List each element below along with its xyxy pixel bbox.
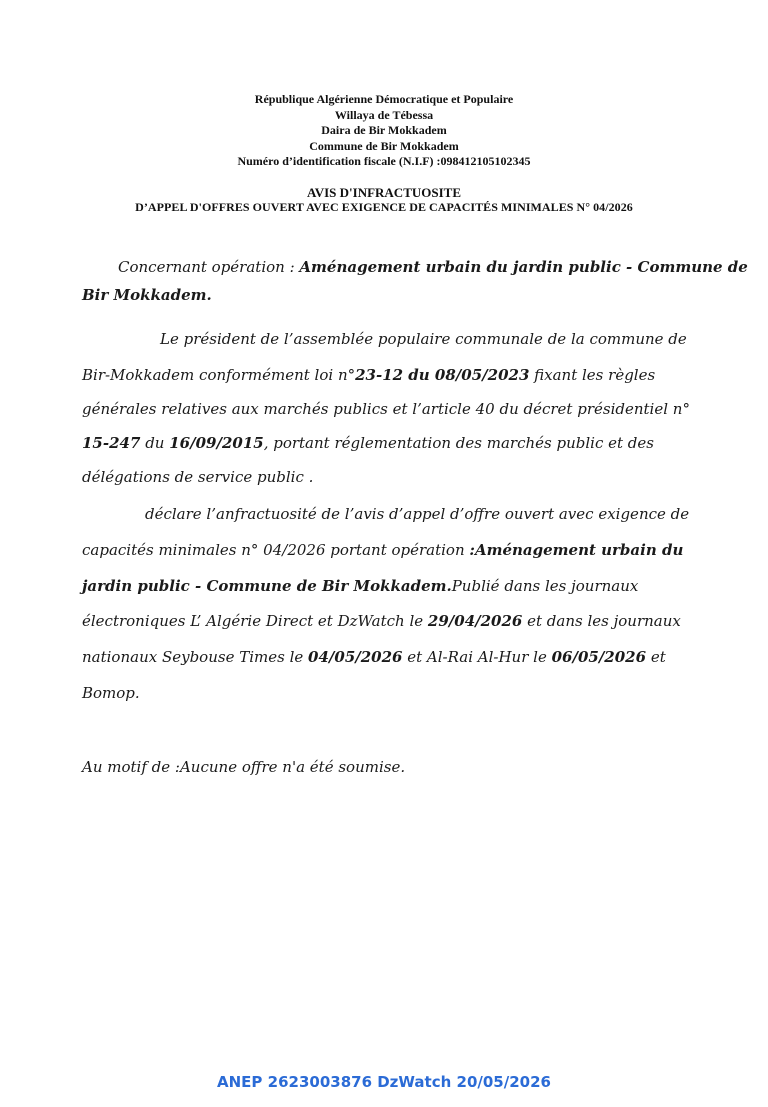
body-text: fixant les règles bbox=[529, 366, 656, 384]
body-line-5: délégations de service public . bbox=[82, 468, 314, 486]
header-wilaya: Willaya de Tébessa bbox=[334, 107, 434, 122]
publication-date: 29/04/2026 bbox=[427, 612, 523, 630]
body-line-9 bbox=[82, 612, 681, 630]
footer-reference: ANEP 2623003876 DzWatch 20/05/2026 bbox=[217, 1073, 551, 1091]
concern-line-2 bbox=[82, 286, 212, 304]
body-line-1: Le président de l’assemblée populaire communale de la commune de bbox=[160, 330, 687, 348]
motif-label: Au motif de bbox=[82, 758, 175, 776]
concern-value-cont: Bir Mokkadem. bbox=[82, 286, 212, 304]
body-text: , portant réglementation des marchés public et des bbox=[263, 434, 654, 452]
body-text: Bir-Mokkadem conformément loi n° bbox=[82, 366, 356, 384]
body-text: nationaux Seybouse Times le bbox=[82, 648, 309, 666]
body-text: et dans les journaux bbox=[522, 612, 681, 630]
law-reference: 23-12 du 08/05/2023 bbox=[355, 366, 530, 384]
operation-name: :Aménagement urbain du bbox=[469, 541, 684, 559]
body-line-3: générales relatives aux marchés publics et l’article 40 du décret présidentiel n° bbox=[82, 400, 690, 418]
body-line-11: Bomop. bbox=[82, 684, 140, 702]
body-text: Publié dans les journaux bbox=[451, 577, 639, 595]
concern-line bbox=[118, 258, 748, 276]
publication-date: 06/05/2026 bbox=[551, 648, 647, 666]
body-line-6: déclare l’anfractuosité de l’avis d’appel d’offre ouvert avec exigence de bbox=[145, 505, 690, 523]
body-text: et Al-Rai Al-Hur le bbox=[402, 648, 552, 666]
decree-date: 16/09/2015 bbox=[169, 434, 264, 452]
document-title: AVIS D'INFRACTUOSITE bbox=[307, 185, 461, 200]
motif-line bbox=[82, 758, 405, 776]
body-text: et bbox=[646, 648, 666, 666]
header-republic: République Algérienne Démocratique et Populaire bbox=[254, 92, 514, 106]
title-block bbox=[0, 185, 768, 215]
body-text: capacités minimales n° 04/2026 portant opération bbox=[82, 541, 470, 559]
motif-value: :Aucune offre n'a été soumise. bbox=[174, 758, 406, 776]
body-line-7 bbox=[82, 541, 683, 559]
body-text: électroniques L’ Algérie Direct et DzWatch le bbox=[82, 612, 428, 630]
body-line-2 bbox=[82, 366, 655, 384]
operation-name-cont: jardin public - Commune de Bir Mokkadem. bbox=[82, 577, 452, 595]
decree-number: 15-247 bbox=[82, 434, 141, 452]
body-text: du bbox=[140, 434, 170, 452]
body-line-8 bbox=[82, 577, 638, 595]
header-daira: Daira de Bir Mokkadem bbox=[321, 123, 447, 137]
concern-value: Aménagement urbain du jardin public - Commune de bbox=[299, 258, 748, 276]
header-commune: Commune de Bir Mokkadem bbox=[309, 138, 459, 153]
header-nif: Numéro d’identification fiscale (N.I.F) :098412105102345 bbox=[237, 154, 531, 168]
publication-date: 04/05/2026 bbox=[308, 648, 403, 666]
document-subtitle: D’APPEL D'OFFRES OUVERT AVEC EXIGENCE DE CAPACITÉS MINIMALES N° 04/2026 bbox=[135, 200, 633, 214]
body-line-4 bbox=[82, 434, 654, 452]
concern-label: Concernant opération : bbox=[118, 258, 295, 276]
document-header bbox=[0, 92, 768, 170]
body-line-10 bbox=[82, 648, 666, 666]
